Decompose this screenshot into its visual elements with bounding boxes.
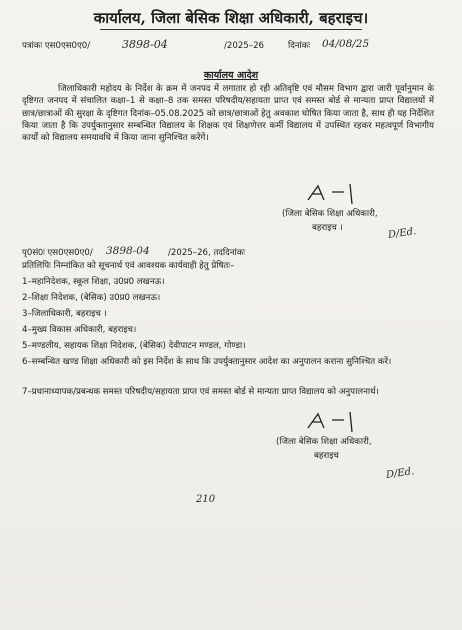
signature-scribble-2 xyxy=(304,410,366,434)
patrank-year: /2025–26 xyxy=(224,41,264,51)
signature-place-2: बहराइच xyxy=(314,451,339,461)
date-label: दिनांकः xyxy=(288,41,311,51)
handwritten-note-1: D/Ed. xyxy=(387,226,417,241)
signature-designation-1: (जिला बेसिक शिक्षा अधिकारी, xyxy=(282,209,378,219)
signature-scribble-1 xyxy=(304,182,366,206)
copy-list-item: 5–मण्डलीय, सहायक शिक्षा निदेशक, (बेसिक) देवीपाटन मण्डल, गोण्डा। xyxy=(22,341,246,351)
date-value: 04/08/25 xyxy=(322,38,370,50)
copy-list-item: 3–जिलाधिकारी, बहराइच । xyxy=(22,309,107,319)
copy-list-item: 2–शिक्षा निदेशक, (बेसिक) उ0प्र0 लखनऊ। xyxy=(22,293,161,303)
copy-list-item: 4–मुख्य विकास अधिकारी, बहराइच। xyxy=(22,325,137,335)
patrank-number: 3898-04 xyxy=(122,38,168,51)
order-body: जिलाधिकारी महोदय के निर्देश के क्रम में जनपद में लगातार हो रही अतिवृष्टि एवं मौसम विभाग द्वारा जारी पूर्वानुमान के दृष्टिगत जनपद में संचालित कक्षा–1 से कक्षा–8 तक समस्त परिषदीय/सहायता प्राप्त एवं समस्त बोर्ड से मान्यता प्राप्त विद्यालयों में छात्र/छात्राओं की सुरक्षा के दृष्टिगत दिनांक–05.08.2025 को छात्र/छात्राओं हेतु अवकाश घोषित किया जाता है, साथ ही यह निर्देशित किया जाता है कि उपर्युक्तानुसार सम्बन्धित विद्यालय के शिक्षक एवं शिक्षणेत्तर कर्मी विद्यालय में उपस्थित रहकर महत्वपूर्ण विभागीय कार्यों को विद्यालय समयावधि में किया जाना सुनिश्चित करेंगें। xyxy=(22,84,434,144)
signature-place-1: बहराइच । xyxy=(312,223,343,233)
copy-list-item: 1–महानिदेशक, स्कूल शिक्षा, उ0प्र0 लखनऊ। xyxy=(22,277,165,287)
bottom-hand-mark: 210 xyxy=(196,494,216,505)
patrank-label: पत्रांकः एस0एस0ए0/ xyxy=(22,41,91,51)
office-title: कार्यालय, जिला बेसिक शिक्षा अधिकारी, बहराइच। xyxy=(93,9,369,27)
title-underline xyxy=(100,29,362,30)
handwritten-note-2: D/Ed. xyxy=(385,466,415,481)
copy-ref-number: 3898-04 xyxy=(106,245,150,257)
copy-list-item: 6–सम्बन्धित खण्ड शिक्षा अधिकारी को इस निर्देश के साथ कि उपर्युक्तानुसार आदेश का अनुपालन कराना सुनिश्चित करें। xyxy=(22,357,392,367)
copy-ref-suffix: /2025–26, तददिनांकः xyxy=(168,248,246,258)
copy-intro: प्रतिलिपिः निम्नांकित को सूचनार्थ एवं आवश्यक कार्यवाही हेतु प्रेषितः– xyxy=(22,261,235,271)
copy-list-item: 7–प्रधानाध्यापक/प्रबन्धक समस्त परिषदीय/सहायता प्राप्त एवं समस्त बोर्ड से मान्यता प्राप्त विद्यालय को अनुपालनार्थ। xyxy=(22,387,379,397)
signature-designation-2: (जिला बेसिक शिक्षा अधिकारी, xyxy=(276,437,372,447)
order-heading: कार्यालय आदेश xyxy=(203,70,259,81)
copy-ref-prefix: पृ0सं0ः एस0एस0ए0/ xyxy=(22,248,93,258)
